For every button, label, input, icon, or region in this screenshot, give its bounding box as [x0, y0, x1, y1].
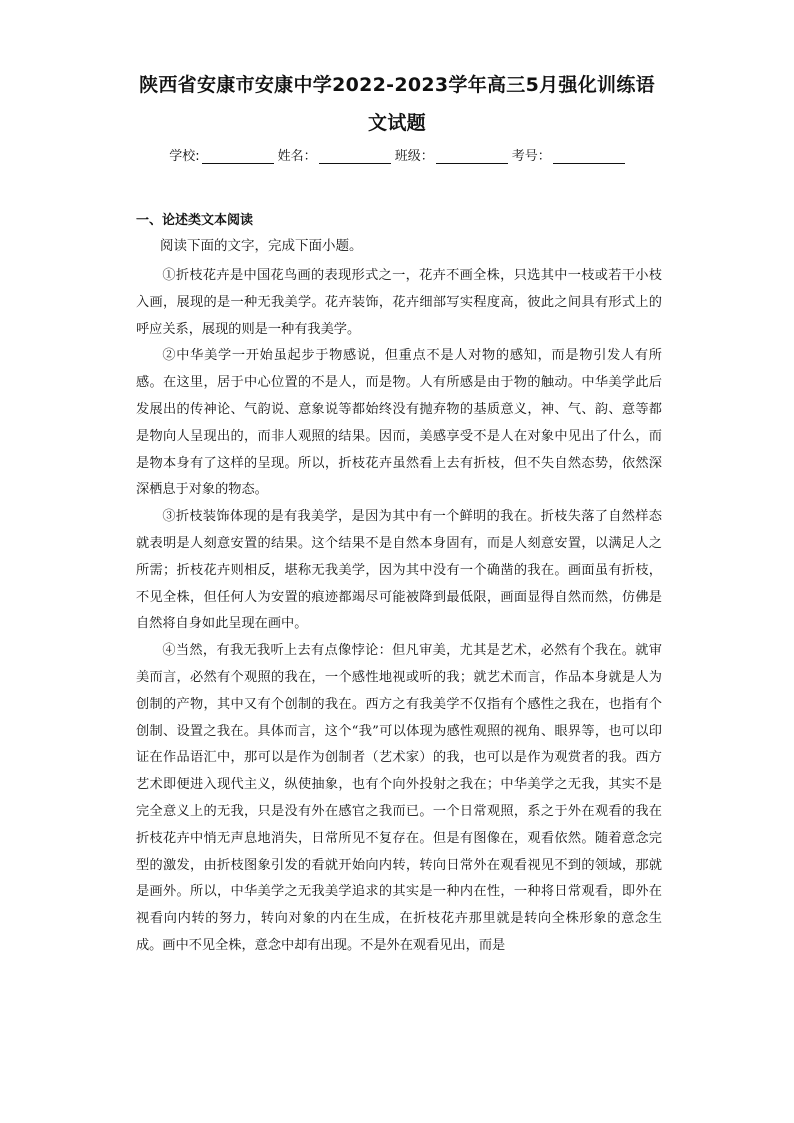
document-title-line2: 文试题 — [368, 112, 426, 134]
exam-number-label: 考号： — [511, 149, 551, 164]
class-field — [395, 145, 508, 164]
section-heading: 一、论述类文本阅读 — [136, 213, 254, 228]
document-title-line1: 陕西省安康市安康中学2022-2023学年高三5月强化训练语 — [139, 74, 655, 96]
class-label: 班级： — [394, 149, 434, 164]
name-field — [278, 145, 391, 164]
name-blank[interactable] — [319, 149, 391, 164]
school-blank[interactable] — [202, 149, 274, 164]
exam-number-field — [512, 145, 625, 164]
passage-paragraph-1: ①折枝花卉是中国花鸟画的表现形式之一，花卉不画全株，只选其中一枝或若干小枝入画，展现的是一种无我美学。花卉装饰，花卉细部写实程度高，彼此之间具有形式上的呼应关系，展现的则是一种有我美学。 — [136, 268, 662, 337]
name-label: 姓名： — [277, 149, 317, 164]
passage-paragraph-3: ③折枝装饰体现的是有我美学，是因为其中有一个鲜明的我在。折枝失落了自然样态就表明是人刻意安置的结果。这个结果不是自然本身固有，而是人刻意安置，以满足人之所需；折枝花卉则相反，堪称无我美学，因为其中没有一个确凿的我在。画面虽有折枝，不见全株，但任何人为安置的痕迹都竭尽可能被降到最低限，画面显得自然而然，仿佛是自然将自身如此呈现在画中。 — [136, 509, 662, 632]
reading-instruction: 阅读下面的文字，完成下面小题。 — [160, 238, 363, 254]
passage-paragraph-4: ④当然，有我无我听上去有点像悖论：但凡审美，尤其是艺术，必然有个我在。就审美而言，必然有个观照的我在，一个感性地视或听的我；就艺术而言，作品本身就是人为创制的产物，其中又有个创制的我在。西方之有我美学不仅指有个感性之我在，也指有个创制、设置之我在。具体而言，这个“我”可以体现为感性观照的视角、眼界等，也可以印证在作品语汇中，那可以是作为创制者（艺术家）的我，也可以是作为观赏者的我。西方艺术即便进入现代主义，纵使抽象，也有个向外投射之我在；中华美学之无我，其实不是完全意义上的无我，只是没有外在感官之我而已。一个日常观照，系之于外在观看的我在折枝花卉中悄无声息地消失，日常所见不复存在。但是有图像在，观看依然。随着意念完型的激发，由折枝图象引发的看就开始向内转，转向日常外在观看视见不到的领域，那就是画外。所以，中华美学之无我美学追求的其实是一种内在性，一种将日常观看，即外在视看向内转的努力，转向对象的内在生成，在折枝花卉那里就是转向全株形象的意念生成。画中不见全株，意念中却有出现。不是外在观看见出，而是 — [136, 643, 662, 953]
school-field — [169, 145, 273, 164]
class-blank[interactable] — [436, 149, 508, 164]
student-info-row — [0, 145, 794, 164]
passage-paragraph-2: ②中华美学一开始虽起步于物感说，但重点不是人对物的感知，而是物引发人有所感。在这里，居于中心位置的不是人，而是物。人有所感是由于物的触动。中华美学此后发展出的传神论、气韵说、意象说等都始终没有抛弃物的基质意义，神、气、韵、意等都是物向人呈现出的，而非人观照的结果。因而，美感享受不是人在对象中见出了什么，而是物本身有了这样的呈现。所以，折枝花卉虽然看上去有折枝，但不失自然态势，依然深深栖息于对象的物态。 — [136, 348, 662, 498]
passage-body — [136, 263, 662, 960]
exam-number-blank[interactable] — [553, 149, 625, 164]
school-label: 学校: — [169, 149, 200, 164]
